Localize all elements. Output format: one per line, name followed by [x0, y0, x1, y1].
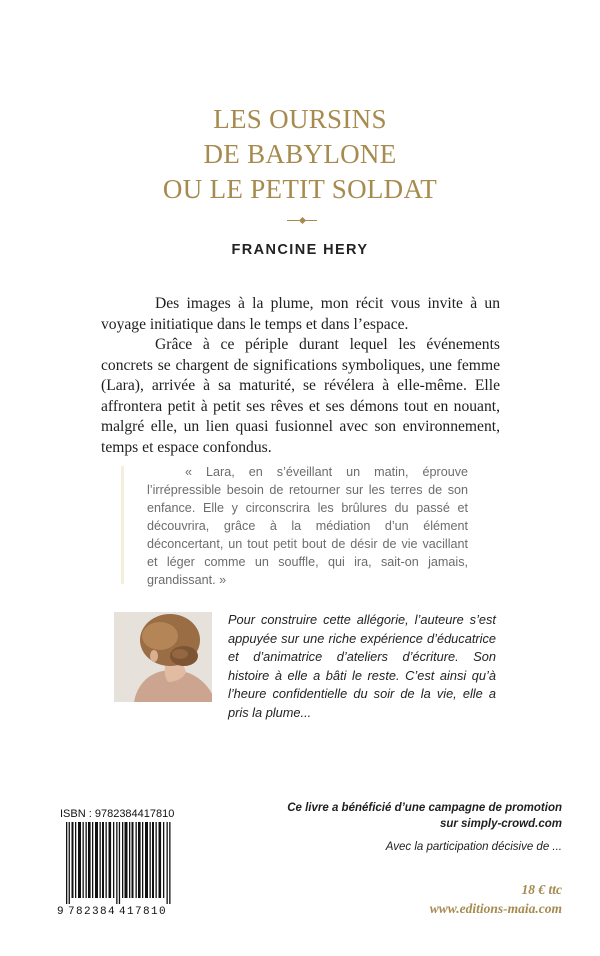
title-line-1: LES OURSINS: [213, 104, 387, 134]
barcode: [66, 822, 171, 904]
barcode-digit: 8: [100, 906, 107, 918]
barcode-digit: 8: [76, 906, 83, 918]
promo-line-1: Ce livre a bénéficié d’une campagne de promotion: [287, 802, 562, 814]
barcode-digit: 1: [127, 906, 134, 918]
author-photo: [114, 612, 212, 702]
barcode-digit: 7: [68, 906, 75, 918]
partner-note: Avec la participation décisive de ...: [385, 841, 562, 853]
barcode-digit: 2: [84, 906, 91, 918]
barcode-digit: 1: [151, 906, 158, 918]
description-paragraph-1: Des images à la plume, mon récit vous invite à un voyage initiatique dans le temps et dans l’espace.: [101, 295, 500, 333]
isbn-label: ISBN : 9782384417810: [60, 808, 175, 820]
barcode-digit: 4: [119, 906, 126, 918]
barcode-digit: 9: [57, 906, 64, 918]
barcode-digits: [57, 906, 177, 918]
ornament-line-left: [287, 220, 299, 221]
author-photo-illustration: [114, 612, 212, 702]
book-description: [101, 294, 500, 458]
promo-notice: [280, 800, 562, 832]
quote-bar: [121, 466, 124, 584]
author-bio: Pour construire cette allégorie, l’auteure s’est appuyée sur une riche expérience d’éducatrice et d’animatrice d’ateliers d’écriture. Son histoire à elle a bâti le reste. C’est ainsi qu’à l’heure confidentielle du soir de la vie, elle a pris la plume...: [228, 612, 496, 720]
ornament-divider-icon: [287, 218, 317, 224]
title-line-3: OU LE PETIT SOLDAT: [162, 174, 438, 204]
excerpt-quote: « Lara, en s’éveillant un matin, éprouve l’irrépressible besoin de retourner sur les terres de son enfance. Elle y circonscrira les brûlures du passé et découvrira, grâce à la médiation d’un élément déconcertant, un tout petit bout de désir de vie vacillant et léger comme un souffle, qui ira, sait-on jamais, grandissant. »: [147, 465, 468, 587]
ornament-line-right: [305, 220, 317, 221]
publisher-website: www.editions-maia.com: [429, 901, 562, 916]
barcode-digit: 3: [92, 906, 99, 918]
author-name: FRANCINE HERY: [231, 242, 369, 258]
barcode-digit: 7: [135, 906, 142, 918]
barcode-digit: 8: [143, 906, 150, 918]
title-line-2: DE BABYLONE: [203, 139, 397, 169]
barcode-digit: 0: [159, 906, 166, 918]
book-title: [0, 102, 600, 207]
description-paragraph-2: Grâce à ce périple durant lequel les événements concrets se chargent de significations symboliques, une femme (Lara), arrivée à sa maturité, se révélera à elle-même. Elle affrontera petit à petit ses rêves et ses démons tout en nouant, malgré elle, un lien quasi fusionnel avec son environnement, temps et espace confondus.: [101, 336, 500, 456]
price: 18 € ttc: [521, 882, 562, 897]
barcode-digit: 4: [108, 906, 115, 918]
promo-line-2: sur simply-crowd.com: [439, 818, 562, 830]
